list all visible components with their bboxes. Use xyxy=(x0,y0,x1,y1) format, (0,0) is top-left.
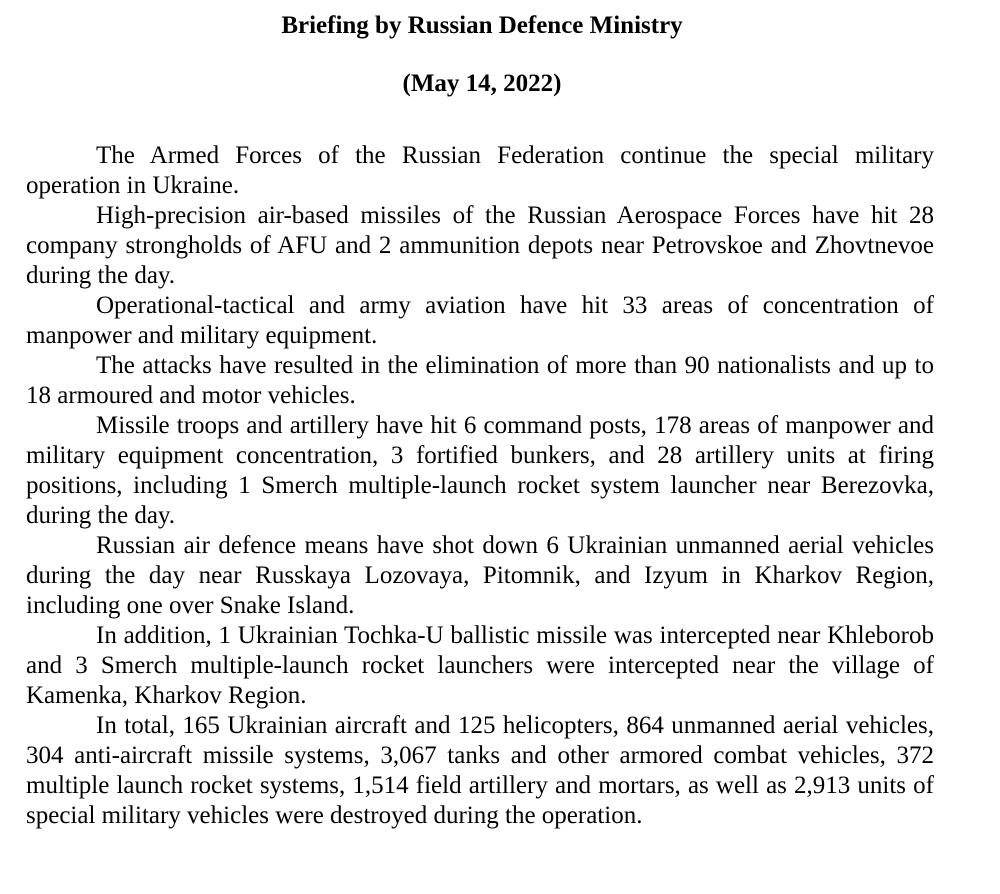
paragraph: Russian air defence means have shot down 6 Ukrainian unmanned aerial vehicles during the day near Russkaya Lozovaya, Pitomnik, and Izyum in Kharkov Region, including one over Snake Island. xyxy=(26,532,934,619)
document-date: (May 14, 2022) xyxy=(402,70,562,97)
document-body xyxy=(26,141,934,831)
paragraph: The Armed Forces of the Russian Federation continue the special military operation in Ukraine. xyxy=(26,142,934,199)
document xyxy=(26,8,934,831)
paragraph: Operational-tactical and army aviation have hit 33 areas of concentration of manpower and military equipment. xyxy=(26,292,934,349)
paragraph: In addition, 1 Ukrainian Tochka-U ballistic missile was intercepted near Khleborob and 3 Smerch multiple-launch rocket launchers were intercepted near the village of Kamenka, Kharkov Region. xyxy=(26,622,934,709)
paragraph: Missile troops and artillery have hit 6 command posts, 178 areas of manpower and military equipment concentration, 3 fortified bunkers, and 28 artillery units at firing positions, including 1 Smerch multiple-launch rocket system launcher near Berezovka, during the day. xyxy=(26,412,934,529)
paragraph: In total, 165 Ukrainian aircraft and 125 helicopters, 864 unmanned aerial vehicles, 304 anti-aircraft missile systems, 3,067 tanks and other armored combat vehicles, 372 multiple launch rocket systems, 1,514 field artillery and mortars, as well as 2,913 units of special military vehicles were destroyed during the operation. xyxy=(26,712,934,829)
paragraph: The attacks have resulted in the elimination of more than 90 nationalists and up to 18 armoured and motor vehicles. xyxy=(26,352,934,409)
paragraph: High-precision air-based missiles of the Russian Aerospace Forces have hit 28 company strongholds of AFU and 2 ammunition depots near Petrovskoe and Zhovtnevoe during the day. xyxy=(26,202,934,289)
document-title: Briefing by Russian Defence Ministry xyxy=(281,12,683,39)
